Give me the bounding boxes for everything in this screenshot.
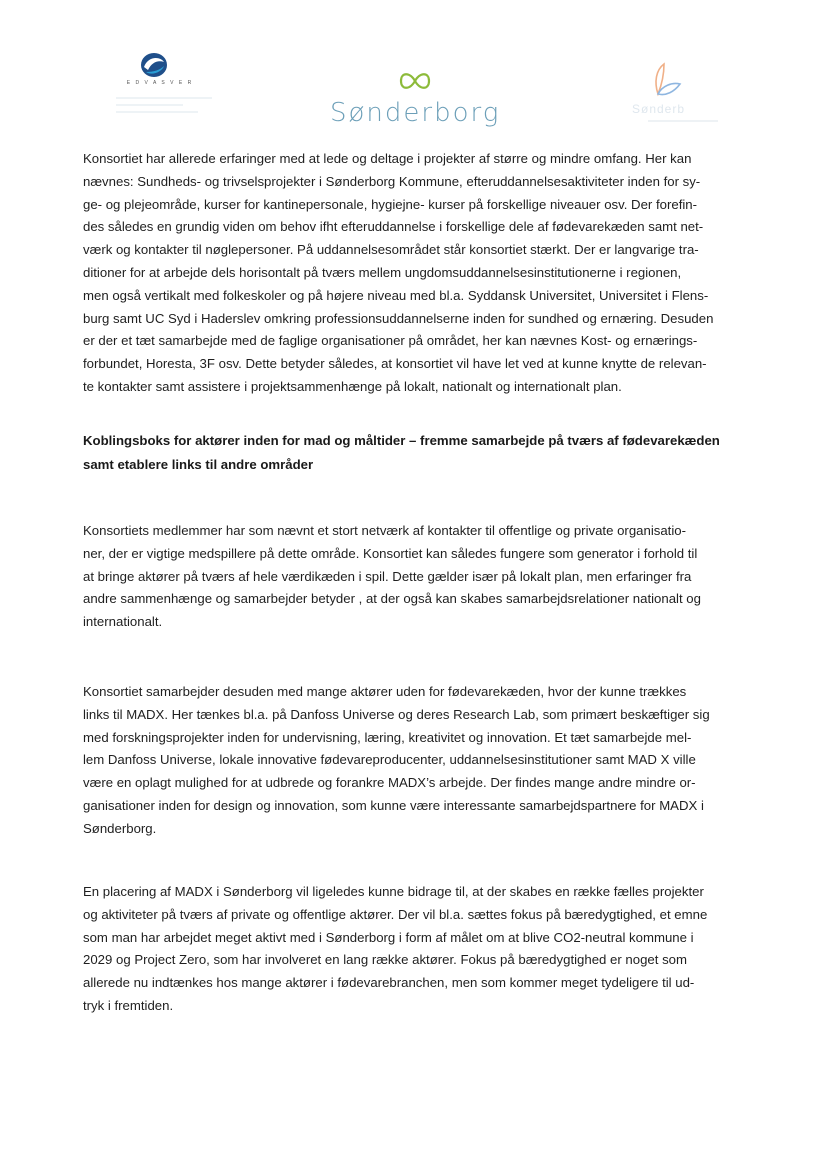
paragraph-sustainability: En placering af MADX i Sønderborg vil ligeledes kunne bidrage til, at der skabes en række fælles projekter og aktiviteter på tværs af private og offentlige aktører. Der vil bl.a. sættes fokus på bæredygtighed, et emne som man har arbejdet meget aktivt med i Sønderborg i form af målet om at blive CO2-neutral kommune i 2029 og Project Zero, som har involveret en lang række aktører. Fokus på bæredygtighed er noget som allerede nu indtænkes hos mange aktører i fødevarebranchen, men som kommer meget tydeligere til ud- tryk i fremtiden. xyxy=(83,884,708,1013)
swirl-globe-logo-icon xyxy=(136,50,172,80)
section-heading: Koblingsboks for aktører inden for mad og måltider – fremme samarbejde på tværs af fødevarekæden samt etablere links til andre områder xyxy=(83,433,720,472)
center-logo xyxy=(330,70,500,132)
left-logo xyxy=(110,46,220,136)
right-logo-subline xyxy=(648,120,718,122)
left-logo-faint-text xyxy=(116,92,212,132)
paragraph-consortium-experience: Konsortiet har allerede erfaringer med at lede og deltage i projekter af større og mindre omfang. Her kan nævnes: Sundheds- og trivselsprojekter i Sønderborg Kommune, efteruddannelsesaktiviteter inden for sy- ge- og plejeområde, kurser for kantinepersonale, hygiejne- kurser på forskellige niveauer osv. Der forefin- des således en grundig viden om behov ifht efteruddannelse i forskellige dele af fødevarekæden samt net- værk og kontakter til nøglepersoner. På uddannelsesområdet står konsortiet stærkt. Der er langvarige tra- ditioner for at arbejde dels horisontalt på tværs mellem ungdomsuddannelsesinstitutionerne i regionen, men også vertikalt med folkeskoler og på højere niveau med bl.a. Syddansk Universitet, Universitet i Flens- burg samt UC Syd i Haderslev omkring professionsuddannelserne inden for sundhed og ernæring. Desuden er der et tæt samarbejde med de faglige organisationer på området, her kan nævnes Kost- og ernærings- forbundet, Horesta, 3F osv. Dette betyder således, at konsortiet vil have let ved at kunne knytte de relevan- te kontakter samt assistere i projektsammenhænge på lokalt, nationalt og internationalt plan. xyxy=(83,151,714,394)
right-logo-wordmark: Sønderb xyxy=(632,102,686,116)
butterfly-logo-icon xyxy=(646,60,686,100)
paragraph-collaboration: Konsortiet samarbejder desuden med mange aktører uden for fødevarekæden, hvor der kunne trækkes links til MADX. Her tænkes bl.a. på Danfoss Universe og deres Research Lab, som primært beskæftiger sig med forskningsprojekter inden for undervisning, læring, kreativitet og innovation. Et tæt samarbejde mel- lem Danfoss Universe, lokale innovative fødevareproducenter, uddannelsesinstitutioner samt MAD X ville være en oplagt mulighed for at udbrede og forankre MADX’s arbejde. Der findes mange andre mindre or- ganisationer inden for design og innovation, som kunne være interessante samarbejdspartnere for MADX i Sønderborg. xyxy=(83,684,710,836)
letterhead xyxy=(0,0,827,140)
center-logo-wordmark: Sønderborg xyxy=(330,98,501,128)
left-logo-caption: E D V A S V E R xyxy=(126,80,194,86)
paragraph-network: Konsortiets medlemmer har som nævnt et stort netværk af kontakter til offentlige og private organisatio- ner, der er vigtige medspillere på dette område. Konsortiet kan således fungere som generator i forhold til at bringe aktører på tværs af hele værdikæden i spil. Dette gælder især på lokalt plan, men erfaringer fra andre sammenhænge og samarbejder betyder , at der også kan skabes samarbejdsrelationer nationalt og internationalt. xyxy=(83,523,701,630)
infinity-logo-icon xyxy=(398,70,432,92)
right-logo xyxy=(628,60,728,140)
